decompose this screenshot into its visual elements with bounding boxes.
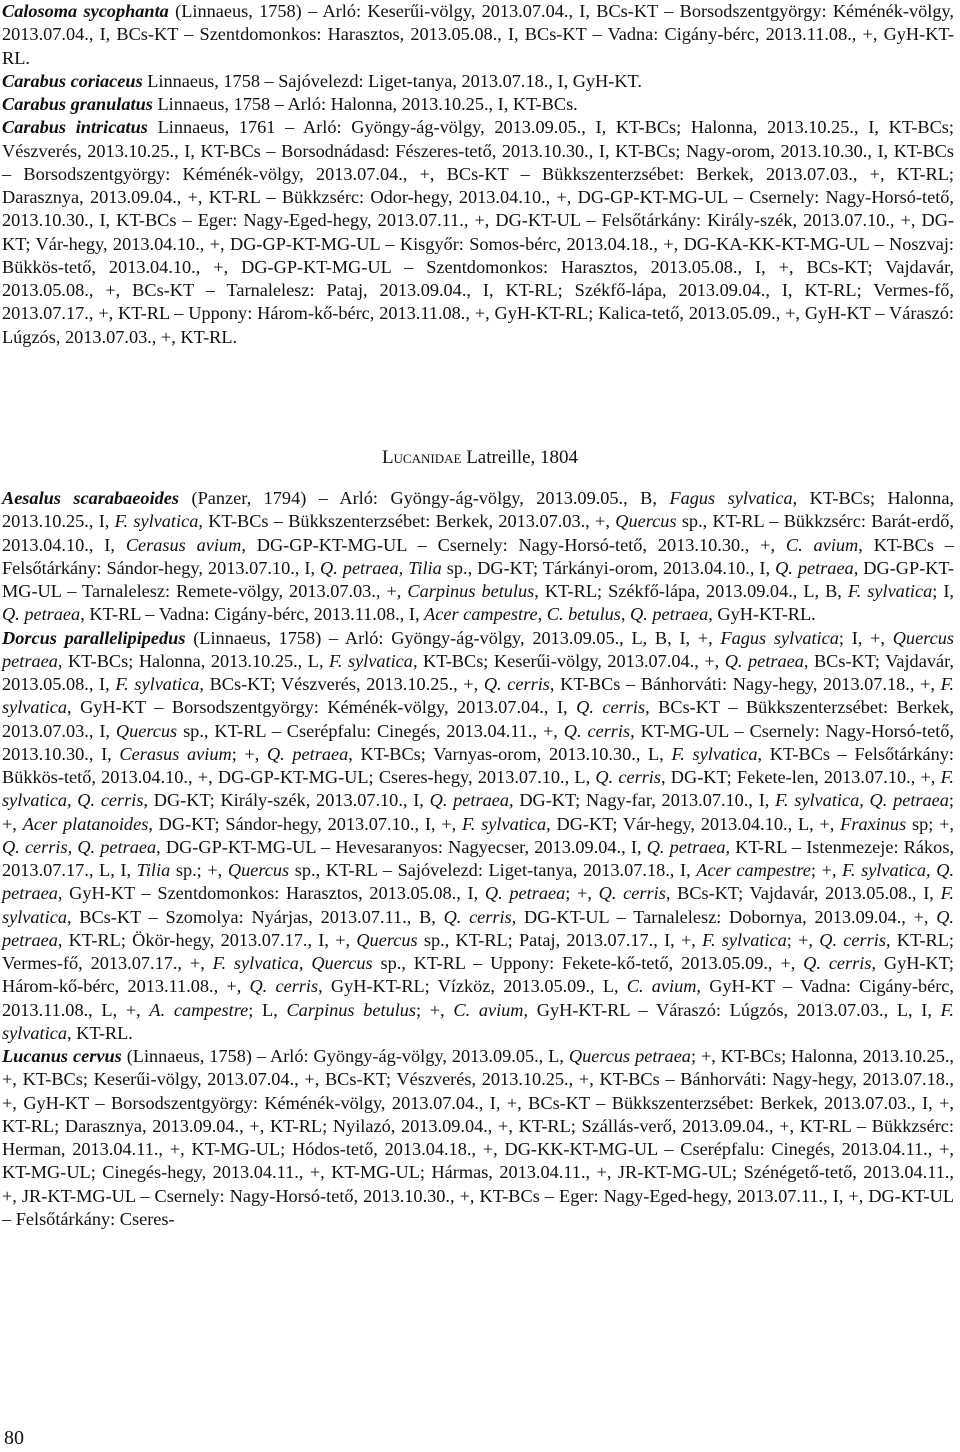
species-text: Linnaeus, 1758 – Arló: Halonna, 2013.10.25., I, KT-BCs. <box>157 94 578 114</box>
species-name: Carabus granulatus <box>2 94 153 114</box>
family-heading <box>0 446 960 470</box>
species-name: Aesalus scarabaeoides <box>2 488 180 508</box>
species-text: Linnaeus, 1758 – Sajóvelezd: Liget-tanya, 2013.07.18., I, GyH-KT. <box>147 70 642 91</box>
carabidae-records <box>2 0 954 349</box>
species-name: Lucanus cervus <box>2 1046 122 1066</box>
page-number: 80 <box>4 1427 24 1449</box>
lucanidae-records <box>2 487 954 1231</box>
species-entry <box>2 116 954 349</box>
species-entry <box>2 0 954 70</box>
species-entry: Aesalus scarabaeoides (Panzer, 1794) – Arló: Gyöngy-ág-völgy, 2013.09.05., B, Fagus sylvatica, KT-BCs; Halonna, 2013.10.25., I, F. sylvatica, KT-BCs – Bükkszenterzsébet: Berkek, 2013.07.03., +, Quercus sp., KT-RL – Bükkzsérc: Barát-erdő, 2013.04.10., I, Cerasus avium, DG-GP-KT-MG-UL – Csernely: Nagy-Horsó-tető, 2013.10.30., +, C. avium, KT-BCs – Felsőtárkány: Sándor-hegy, 2013.07.10., I, Q. petraea, Tilia sp., DG-KT; Tárkányi-orom, 2013.04.10., I, Q. petraea, DG-GP-KT-MG-UL – Tarnalelesz: Remete-völgy, 2013.07.03., +, Carpinus betulus, KT-RL; Székfő-lápa, 2013.09.04., L, B, F. sylvatica; I, Q. petraea, KT-RL – Vadna: Cigány-bérc, 2013.11.08., I, Acer campestre, C. betulus, Q. petraea, GyH-KT-RL. <box>2 488 955 625</box>
species-entry <box>2 93 954 116</box>
species-entry: Dorcus parallelipipedus (Linnaeus, 1758) – Arló: Gyöngy-ág-völgy, 2013.09.05., L, B, I, +, Fagus sylvatica; I, +, Quercus petraea, KT-BCs; Halonna, 2013.10.25., L, F. sylvatica, KT-BCs; Keserűi-völgy, 2013.07.04., +, Q. petraea, BCs-KT; Vajdavár, 2013.05.08., I, F. sylvatica, BCs-KT; Vészverés, 2013.10.25., +, Q. cerris, KT-BCs – Bánhorváti: Nagy-hegy, 2013.07.18., +, F. sylvatica, GyH-KT – Borsodszentgyörgy: Kéménék-völgy, 2013.07.04., I, Q. cerris, BCs-KT – Bükkszenterzsébet: Berkek, 2013.07.03., I, Quercus sp., KT-RL – Cserépfalu: Cinegés, 2013.04.11., +, Q. cerris, KT-MG-UL – Csernely: Nagy-Horsó-tető, 2013.10.30., I, Cerasus avium; +, Q. petraea, KT-BCs; Varnyas-orom, 2013.10.30., L, F. sylvatica, KT-BCs – Felsőtárkány: Bükkös-tető, 2013.04.10., +, DG-GP-KT-MG-UL; Cseres-hegy, 2013.07.10., L, Q. cerris, DG-KT; Fekete-len, 2013.07.10., +, F. sylvatica, Q. cerris, DG-KT; Király-szék, 2013.07.10., I, Q. petraea, DG-KT; Nagy-far, 2013.07.10., I, F. sylvatica, Q. petraea; +, Acer platanoides, DG-KT; Sándor-hegy, 2013.07.10., I, +, F. sylvatica, DG-KT; Vár-hegy, 2013.04.10., L, +, Fraxinus sp; +, Q. cerris, Q. petraea, DG-GP-KT-MG-UL – Hevesaranyos: Nagyecser, 2013.09.04., I, Q. petraea, KT-RL – Istenmezeje: Rákos, 2013.07.17., L, I, Tilia sp.; +, Quercus sp., KT-RL – Sajóvelezd: Liget-tanya, 2013.07.18., I, Acer campestre; +, F. sylvatica, Q. petraea, GyH-KT – Szentdomonkos: Harasztos, 2013.05.08., I, Q. petraea; +, Q. cerris, BCs-KT; Vajdavár, 2013.05.08., I, F. sylvatica, BCs-KT – Szomolya: Nyárjas, 2013.07.11., B, Q. cerris, DG-KT-UL – Tarnalelesz: Dobornya, 2013.09.04., +, Q. petraea, KT-RL; Ökör-hegy, 2013.07.17., I, +, Quercus sp., KT-RL; Pataj, 2013.07.17., I, +, F. sylvatica; +, Q. cerris, KT-RL; Vermes-fő, 2013.07.17., +, F. sylvatica, Quercus sp., KT-RL – Uppony: Fekete-kő-tető, 2013.05.09., +, Q. cerris, GyH-KT; Három-kő-bérc, 2013.11.08., +, Q. cerris, GyH-KT-RL; Vízköz, 2013.05.09., L, C. avium, GyH-KT – Vadna: Cigány-bérc, 2013.11.08., L, +, A. campestre; L, Carpinus betulus; +, C. avium, GyH-KT-RL – Váraszó: Lúgzós, 2013.07.03., L, I, F. sylvatica, KT-RL. <box>2 627 955 1043</box>
family-name: Lucanidae <box>381 447 462 468</box>
family-author: Latreille, 1804 <box>466 447 579 468</box>
species-name: Carabus intricatus <box>2 117 148 138</box>
species-name: Calosoma sycophanta <box>2 1 169 21</box>
species-text: Linnaeus, 1761 – Arló: Gyöngy-ág-völgy, 2013.09.05., I, KT-BCs; Halonna, 2013.10.25., I, KT-BCs; Vészverés, 2013.10.25., I, KT-BCs – Borsodnádasd: Fészeres-tető, 2013.10.30., I, KT-BCs; Nagy-orom, 2013.10.30., I, KT-BCs – Borsodszentgyörgy: Kéménék-völgy, 2013.07.04., +, BCs-KT – Bükkszenterzsébet: Berkek, 2013.07.03., +, KT-RL; Darasznya, 2013.09.04., +, KT-RL – Bükkzsérc: Odor-hegy, 2013.04.10., +, DG-GP-KT-MG-UL – Csernely: Nagy-Horsó-tető, 2013.10.30., I, KT-BCs – Eger: Nagy-Eged-hegy, 2013.07.11., +, DG-KT-UL – Felsőtárkány: Király-szék, 2013.07.10., +, DG-KT; Vár-hegy, 2013.04.10., +, DG-GP-KT-MG-UL – Kisgyőr: Somos-bérc, 2013.04.18., +, DG-KA-KK-KT-MG-UL – Noszvaj: Bükkös-tető, 2013.04.10., +, DG-GP-KT-MG-UL – Szentdomonkos: Harasztos, 2013.05.08., I, +, BCs-KT; Vajdavár, 2013.05.08., +, BCs-KT – Tarnalelesz: Pataj, 2013.09.04., I, KT-RL; Székfő-lápa, 2013.09.04., I, KT-RL; Vermes-fő, 2013.07.17., +, KT-RL – Uppony: Három-kő-bérc, 2013.11.08., +, GyH-KT-RL; Kalica-tető, 2013.05.09., +, GyH-KT – Váraszó: Lúgzós, 2013.07.03., +, KT-RL. <box>2 117 954 347</box>
species-name: Dorcus parallelipipedus <box>2 627 186 648</box>
species-text: (Linnaeus, 1758) – Arló: Keserűi-völgy, 2013.07.04., I, BCs-KT – Borsodszentgyörgy: Kéménék-völgy, 2013.07.04., I, BCs-KT – Szentdomonkos: Harasztos, 2013.05.08., I, BCs-KT – Vadna: Cigány-bérc, 2013.11.08., +, GyH-KT-RL. <box>2 1 955 68</box>
species-entry: Lucanus cervus (Linnaeus, 1758) – Arló: Gyöngy-ág-völgy, 2013.09.05., L, Quercus petraea; +, KT-BCs; Halonna, 2013.10.25., +, KT-BCs; Keserűi-völgy, 2013.07.04., +, BCs-KT; Vészverés, 2013.10.25., +, KT-BCs – Bánhorváti: Nagy-hegy, 2013.07.18., +, GyH-KT – Borsodszentgyörgy: Kéménék-völgy, 2013.07.04., I, +, BCs-KT – Bükkszenterzsébet: Berkek, 2013.07.03., I, +, KT-RL; Darasznya, 2013.09.04., +, KT-RL; Nyilazó, 2013.09.04., +, KT-RL; Szállás-verő, 2013.09.04., +, KT-RL – Bükkzsérc: Herman, 2013.04.11., +, KT-MG-UL; Hódos-tető, 2013.04.18., +, DG-KK-KT-MG-UL – Cserépfalu: Cinegés, 2013.04.11., +, KT-MG-UL; Cinegés-hegy, 2013.04.11., +, KT-MG-UL; Hármas, 2013.04.11., +, JR-KT-MG-UL; Szénégető-tető, 2013.04.11., +, JR-KT-MG-UL – Csernely: Nagy-Horsó-tető, 2013.10.30., +, KT-BCs – Eger: Nagy-Eged-hegy, 2013.07.11., I, +, DG-KT-UL – Felsőtárkány: Cseres- <box>2 1046 954 1229</box>
species-entry <box>2 70 954 93</box>
species-name: Carabus coriaceus <box>2 70 143 91</box>
